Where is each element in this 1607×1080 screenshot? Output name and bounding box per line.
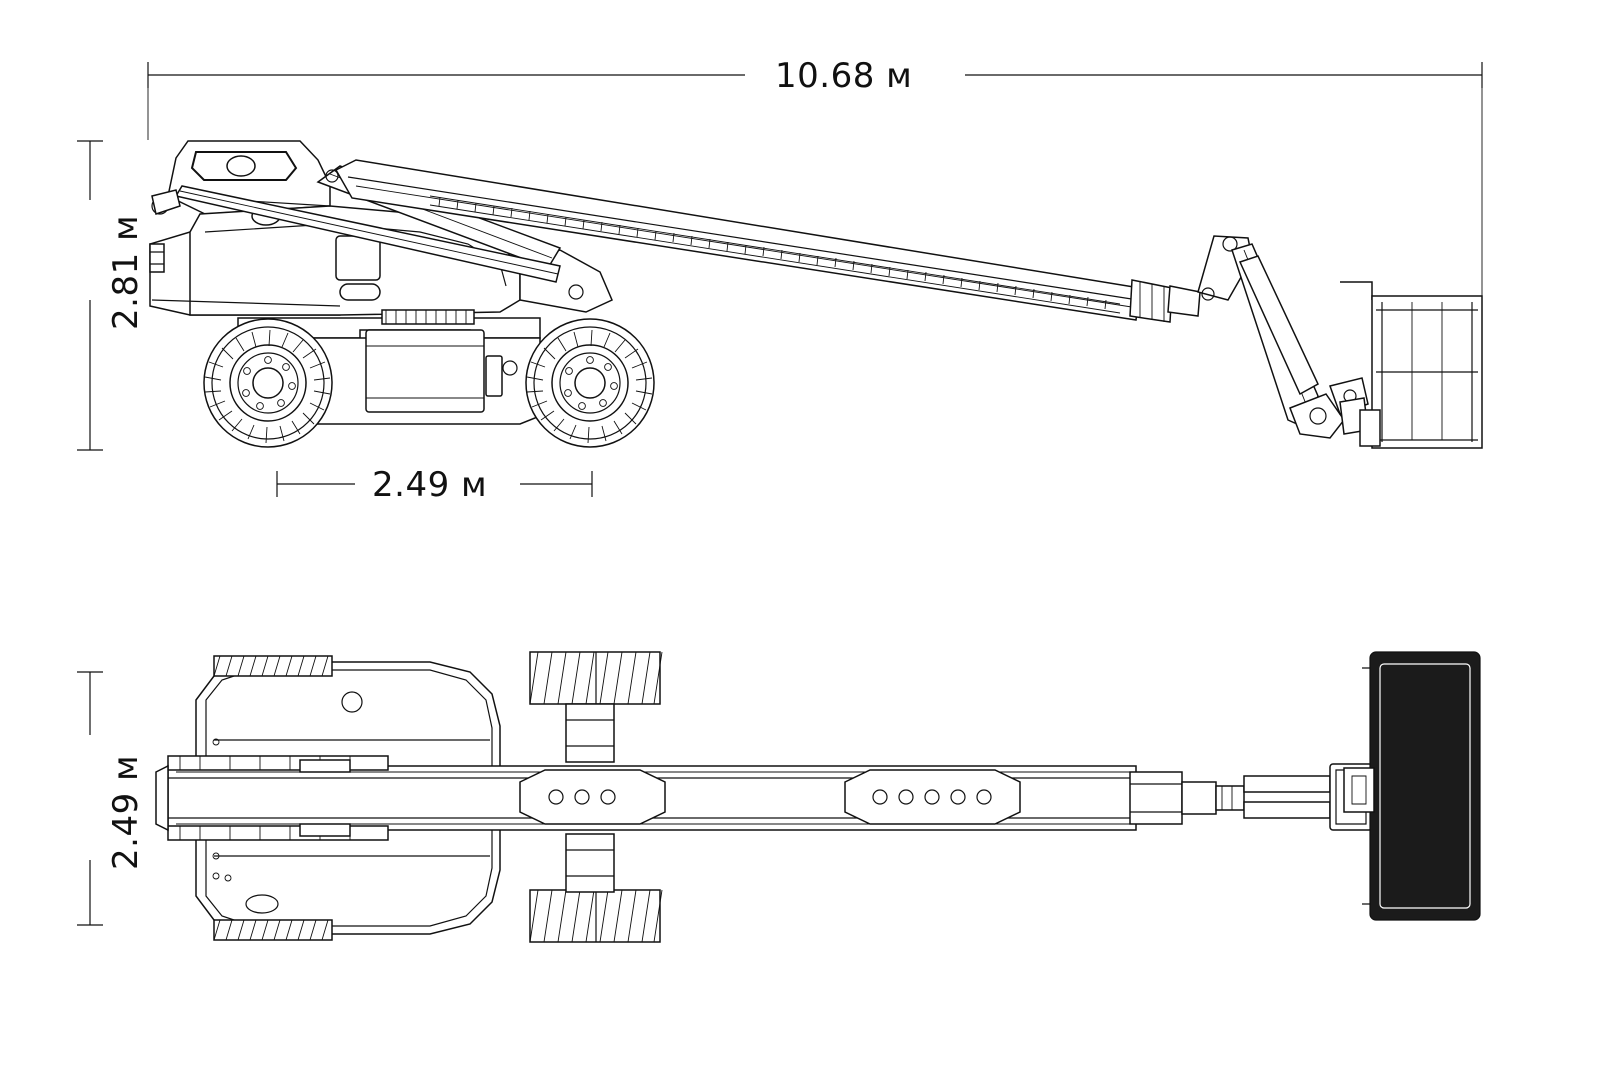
boom-top (156, 756, 1372, 840)
dimension-overall-width (77, 672, 103, 925)
dimension-label-overall-length: 10.68 м (775, 56, 913, 96)
top-view (156, 652, 1480, 942)
dimension-label-overall-width: 2.49 м (106, 754, 146, 870)
side-view (150, 141, 1482, 448)
wheel-rear-side (526, 319, 654, 447)
dimension-overall-height (77, 141, 103, 450)
platform-side (1340, 282, 1482, 448)
dimension-label-chassis-width: 2.49 м (372, 465, 488, 505)
wheel-front-side (204, 319, 332, 447)
dimension-label-overall-height: 2.81 м (106, 214, 146, 330)
platform-top (1344, 652, 1480, 920)
